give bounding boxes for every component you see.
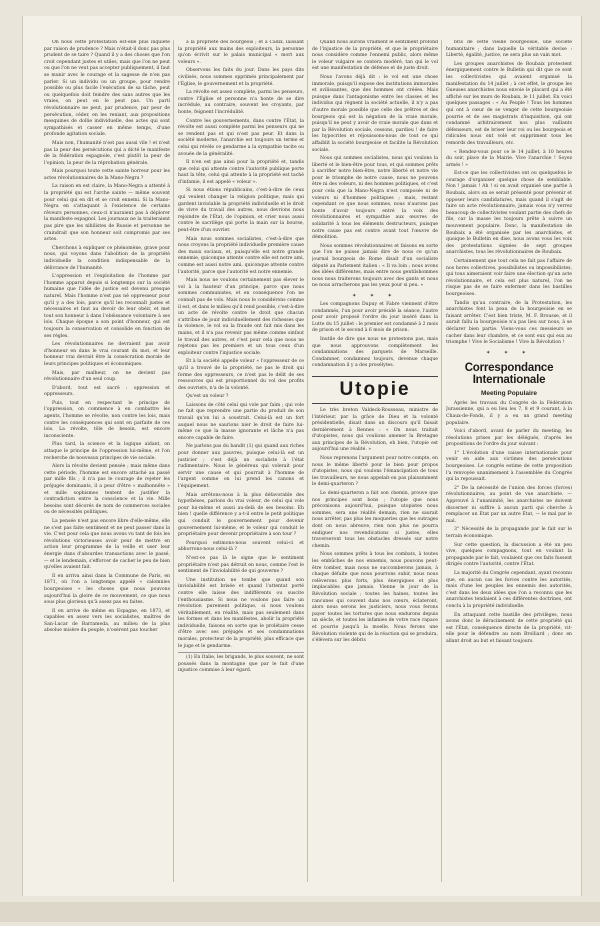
column-2 — [178, 40, 304, 882]
separator: ✶ ✶ ✶ — [486, 349, 532, 356]
subheading-meeting: Meeting Populaire — [481, 389, 537, 397]
paragraph: Il en arriva ainsi dans la Commune de Paris, en 1871, où l'on a longtemps appelé « calomnies bourgeoises » les choses que nous pouvons aujourd'hui la gloire de ce mouvement, ce que nous sous plus glorieux qu'à assez pas eu faites. — [44, 573, 170, 606]
paragraph: Nous sommes révolutionnaires et faisons en sorte que l'on ne puisse jamais dire de nous ce qu'un journal bourgeois de Rome disait d'un socialiste député au Parlement italien : « Il va loin ; nous avons des idées différentes, mais entre nous gentilshommes nous nous traiterons toujours avec des gants et nous ne nous arracherons pas les yeux pour si peu. » — [312, 243, 438, 289]
footnote: (1) En Italie, les brigands, le plus souvent, ne sont poussés dans la montagne que par le fait d'une injustice commise à leur égard. — [178, 652, 304, 675]
paragraph: Laissons de côté celui qui vole par faim ; qui vole ne fait que reprendre une partie du produit de son travail qu'on lui a soustrait. Celui-là est un fort auquel nous ne saurions nier le droit de faire lui-même ce que la masse ignorante et lâche n'a pas encore capable de faire. — [178, 402, 304, 441]
paragraph: Mais nous ne voulons certainement pas élever le vol à la hauteur d'un principe, parce que nous sommes communistes, et en conséquence l'on ne connaît pas de vols. Mais nous le considérons comme il est, et dans le milieu qu'il rend possible, c'est-à-dire un acte de révolte contre le droit que chacun s'attribue de jouir individuellement des richesses que la violence, le vol ou la fraude ont fait mis dans les mains, et il n'a pas revenir pas même comme sinfaut le travail des autres, et c'est pour cela que nous ne rejetons pas les premiers et un tous ceux d'un exploiteur contre l'injustice sociale. — [178, 278, 304, 356]
separator: ✶ ✶ ✶ — [352, 292, 398, 299]
paragraph: Il en arrive de même en Espagne, en 1873, et capables en assez vers les socialistes, maîtres de San-Lucar de Barrameda, au milieu de la plus absolue misère du peuple, n'osèrent pas toucher — [44, 608, 170, 634]
paragraph: Certainement que tout cela ne fait pas l'affaire de nos hores collectives, possibilistes ou impossibilistes, qui tous aimeraient voir faire une élection qu'un acte révolutionnaire, et cela est plus naturel, l'on ne risque pas de se faire enfermer dans les bastilles bourgeoises. — [446, 259, 572, 297]
scan-bottom-edge — [0, 902, 600, 922]
paragraph: Mais, par malheur, on ne devient pas révolutionnaire d'un seul coup. — [44, 370, 170, 383]
paragraph: En attaquant cette bastille des privilèges, nous avons donc le déracinement de cette propriété qui est l'État, conséquence directe de la propriété, vit-elle pour le défendre au nom Brolliard ; donc en allant droit au but et faisant toujours. — [446, 612, 572, 644]
column-2-body — [178, 40, 304, 650]
paragraph: Sur cette question, la discussion a été un peu vive, quelques compagnons, tout en voulant la propagande par le fait, voulaient que ces faits fussent dirigés contre l'autorité, contre l'État. — [446, 542, 572, 568]
paragraph: Plus tard, la science et la logique aidant, on attaque le principe de l'oppression lui-même, et l'on recherche de nouveaux principes de vie sociale. — [44, 442, 170, 461]
paragraph: « Rendez-vous pour ce le 14 juillet, à 10 heures du soir, place de la Mairie. Vive l'anarchie ! Soyez armés ! » — [446, 149, 572, 168]
column-3-body-a — [312, 40, 438, 290]
paragraph: Si nous étions républicains, c'est-à-dire de ceux qui veulent changer la religion politique, mais qui gardent inviolable la propriété individuelle et le droit de vivre du travail des autres, nous devrions nous rejoindre de l'État, de l'opinion, et crier nous aussi contre le sacrilège qui porte la main sur la bourse, peut-être d'un ouvrier. — [178, 188, 304, 234]
paragraph: 1° L'évolution d'une caisse internationale pour venir en aide aux victimes des persécutions bourgeoises. Le congrès estime de cette proposition l'a renvoyée unanimement à l'assemblée du Congrès qui la repoussait. — [446, 450, 572, 483]
paragraph: Nous sommes prêts à tous les combats, à toutes les embûches de nos ennemis, nous pouvons peut-être tomber, mais nous ne succomberons jamais, à chaque défaite que nous pourrons subir, nous nous relèverons plus forts, plus énergiques et plus implacables que jamais. Vienne le jour de la Révolution sociale ; toutes les haines, toutes les rancunes qui couvent dans nos cœurs, éclateront, alors nous serons les justiciers, nous vous ferons payer toutes les tortures que nous endurons depuis un siècle, et toutes les infamies de votre race rapace et pourrie jusqu'à la moelle. Nous ferons une Révolution violente qui de la réaction qui se produira, s'élèvera sur les débris — [312, 552, 438, 644]
paragraph: Et à la société appelle voleur « l'oppresseur de ce qu'il a trouvé de la propriété, ne pas le droit qui forme des oppresseurs, ce n'est pas le délit de ses ressources qui est proportionnel du vol des profits des ouvriers, n'a de la volonté. — [178, 359, 304, 391]
section-heading-correspondance: Correspondance Internationale — [464, 361, 554, 386]
paragraph: La majorité du Congrès cependant, ayant reconnu que, en aucun cas les forces contre les autorités, mais d'une les peuples les ennemis des autorités, c'est dans les deux idées que l'on a reconnu que les anarchistes tendaient à ces différentes doctrines, ont conclu à la propriété individuelle. — [446, 570, 572, 609]
paragraph: N'est-ce pas là le signe que le sentiment propriétaire n'est pas détruit en nous, comme l'est le sentiment de l'inviolabilité de qui gouverne ? — [178, 555, 304, 575]
paragraph: Alors la révolte devient pensée ; mais même dans cette période, l'homme est encore attaché au passé par mille fils ; il n'a pas le courage de rejeter les préjugés dominants, il a peur d'être « malhonnête » et mille sophismes tentent de justifier la contradiction entre la conscience et la vie. Mille besoins sont décorés de nom de commerces sociales ou de nécessités politiques. — [44, 464, 170, 516]
column-3-body-b — [312, 302, 438, 370]
column-rule — [173, 40, 174, 882]
paragraph: Est-ce que les collectivistes ont ou quelquefois le courage d'organiser quelque chose de semblable. Non ! jamais ! Ah ! si on avait organisé une partie à Roubaix, alors on se serait présenté pour prévenir et opposer leurs candidatures, mais quand il s'agit de faire un acte révolutionnaire, jamais vous n'y verrez beaucoup de collectivistes voulant partie des chefs de file, car la masse les toujours prête à suivre un mouvement populaire. Donc, la manifestation de Roubaix a été organisée par les anarchistes, et quoique le Bulletin en dise, nous avons vous les voix des protestations signées de sept groupes anarchistes, tous les révolutionnaires de Roubaix. — [446, 171, 572, 256]
paragraph: La raison en est claire, la Mano-Negra a attenté à la propriété qui est l'arche sainte — même souvent pour celui qui en dit et se croit ennemi. Si la Mano-Negra en s'attaquant à l'existence de certains rêveurs personnes, ceux-ci n'auraient pas à déplorer la manifeste espagnol. Les journaux ne la traiteraient pas pire que les nihilistes de Russie et personne ne craindrait que son honneur soit compromis par ses actes. — [44, 184, 170, 243]
paragraph: Tandis qu'au contraire, de la Protestation, les anarchistes font la peau de la bourgeoisie en se faisant arrêter. C'est bien triste, M. F. Brousse, et il aurait fallu la bourgeoisie n'a pas lieu sur nous, à se déclarer bien partie. Viens-vous ces messieurs se cacher dans leur chambre, et ce sont eux qui eux au triomphe ! Vive le Socialisme ! Vive la Révolution ! — [446, 300, 572, 346]
paragraph: Le très breton Valdeck-Rousseau, ministre de l'intérieur, par la grâce de Dieu et la volonté présidentielle, disait dans un discours qu'il faisait dernièrement à Rennes : « On nous traitait d'utopistes, nous qui voulions amener la Bretagne aux principes de la Révolution, eh bien, l'utopie est aujourd'hui une réalité. » — [312, 407, 438, 453]
paragraph: L'oppression et l'exploitation de l'homme par l'homme apparut depuis si longtemps sur la société humaine que l'idée de justice est devenu presque naturel. Mais l'homme n'est pas né oppresseur pour qu'il y a des lois, parce qu'il les reconnaît justes et nécessaires et faut au devoir de leur obéir, et met tout son honneur à dans l'obéissance volontaire à ses lois. Chaque époque a son point d'honneur, qui est toujours la conservation et consolide en fonction de ses règles. — [44, 274, 170, 339]
column-rule — [441, 40, 442, 882]
paragraph: Quand nous aurons vraiment le sentiment profond de l'injustice de la propriété, et que le propriétaire nous considère comme l'ennemi public, alors même le voleur vulgaire se contera modéré, tan qui le vol est une manifestation de défense et de juste droit. — [312, 40, 438, 72]
paragraph: Les révolutionnaires ne devraient pas avoir d'honneur en dans le vrai courant du mot, et leur honneur vrai devrait être la consécration morale de leurs principes politiques et économiques. — [44, 342, 170, 367]
paragraph: La révolte est assez complète, parmi les penseurs, contre l'Église et personne n'a honte de se dire incrédule, au contraire, souvent les croyants, par honte, feignent l'incrédulité. — [178, 90, 304, 115]
paragraph: Mais arrêtons-nous à la plus défavorable des hypothèses, parlons du vrai voleur, de celui qui vole pour lui-même et aussi au-delà de ses besoins. Eh bien ! quelle différence y a-t-il entre le petit politique qui conduit le gouvernement pour devenir gouvernement lui-même, et le voleur qui conduit le propriétaire pour devenir propriétaire à son tour ? — [178, 492, 304, 538]
paragraph: Puis, tout en respectant le principe de l'oppression, on commence à en combattre les agents, l'homme se révolte, non contre les lois, mais contre les conséquences qui sont en parfaite de ces lois. La révolte, tôle de besoin, est encore inconsciente. — [44, 400, 170, 439]
paragraph: Inutile de dire que nous ne protestons pas, mais que nous approuvons complètement les condamnations des parquets de Marseille. Condamner, condamnez toujours, devenue chaque condamnation il y a des prosélytes. — [312, 336, 438, 369]
article-heading-utopie: Utopie — [312, 376, 438, 404]
paragraph: Cherchons à expliquer ce phénomène, grave pour nous, qui voyons dans l'abolition de la propriété individuelle la condition indispensable de la délivrance de l'humanité. — [44, 245, 170, 271]
column-4-body-2 — [446, 401, 572, 646]
paragraph: Les groupes anarchistes de Roubaix protestent énergiquement contre le Bulletin qui dit que ce sont les collectivistes qui avaient organisé la manifestation du 14 juillet ; à cet effet, le groupe les Gueuses anarchistes nous envoie le placard qui a été affiché sur les murs de Roubaix, le 11 juillet. En voici quelques passages : « Au Peuple ! Tous les hommes qui ont à cœur de se venger de cette bourgeoisie pourrie et de ses magistrats d'inquisition, qui ont condamné arbitrairement nos plus vaillants défenseurs, est de briser leur roi ou les bourgeois et ridicules nous ont volé et suppriment tous les remords des travailleurs, etc. — [446, 61, 572, 146]
paragraph: Qu'est un voleur ? — [186, 394, 229, 400]
paragraph: Nous qui sommes socialistes, nous qui voulons la liberté et le bien-être pour tous, et qui sommes prêts à sacrifier notre bien-être, notre liberté et notre vie pour le triomphe de notre cause, nous ne pouvons être ni des voleurs, ni des hommes politiques, et c'est pour cela que la Mano-Negra n'est composée ni de voleurs ni d'hommes politiques ; mais, restant cependant ce que nous sommes, nous n'aurons pas honte d'avoir toujours entré la voix des révolutionnaires et sympathie aux œuvres de solidarité à tous les éléments destructeurs, puisque notre cause pas est contre avant tout l'œuvre de démolition. — [312, 156, 438, 241]
paragraph: Les compagnons Dupuy et Fabre viennent d'être condamnés, l'un pour avoir présidé la séance, l'autre pour avoir proposé l'ordre du jour inséré dans la Lutte du 15 juillet : le premier est condamné à 2 mois de prison et le second à 6 mois de prison. — [312, 301, 438, 334]
paragraph: bris de cette vieille bourgeoisie, une société humanitaire ; dans laquelle la véritable devise : Liberté, égalité, justice, ne sera plus un vain mot. — [446, 40, 572, 59]
paragraph: 2° De la nécessité de l'union des forces (forces) révolutionnaires, au point de vue anarchiste. — Approuvé à l'unanimité, les anarchistes ne doivent discerner ni suffire à aucun parti qui cherche à remplacer un État par un autre État, — le mal par le mal. — [446, 485, 572, 524]
paragraph: à la propriété des bourgeois ; et à Cadix, laissant la propriété aux mains des exploiteurs, la personne qu'on écrivit sur le palais municipal « mort aux voleurs ». — [178, 40, 304, 65]
paragraph: Contre les gouvernements, dans contre l'État, la révolte est aussi complète parmi les penseurs qui ne se rendent pas et qui n'est pas peur. Et dans la société moderne, l'anarchie est toujours un terme et celui qui révèle ce gendarme a la sympathie tacite ou avouée de la généralité. — [178, 118, 304, 157]
paragraph: Le demi-quarteron a fait son chemin, prouve que nos principes sont bons ; l'utopie que nous préconisons aujourd'hui, puisque utopistes nous sommes, sera une réalité demain, rien ne saurait nous arrêter, pas plus les moqueries que les outrages dont on nous abreuve, rien non plus ne pourra endiguer nos revendications si justes, elles traverseront tous les obstacles dressés sur notre chemin. — [312, 491, 438, 549]
paragraph: Il n'en est pas ainsi pour la propriété et, tandis que celui qui attente contre l'autorité publique porte haut la tête, celui qui attente à la propriété est taché d'infamie, il est appelé « voleur ». — [178, 160, 304, 185]
paragraph: Pourquoi estimons-nous souvent celui-ci et abhorrons-nous celui-là ? — [178, 540, 304, 553]
paragraph: Voici d'abord, avant de parler du meeting, les résolutions prises par les délégués, d'après les propositions de l'ordre du jour suivant : — [446, 429, 572, 448]
paragraph: Nous l'avons déjà dit : le vol est une chose immorale, puisqu'il expose des institutions immorales et avilissantes, que des hommes ont créées. Mais puisque dans l'antagonisme entre les classes et les individus qui règnent la société actuelle, il n'y a pas d'autre morale possible que celle des prêtres et des bourgeois qui est la négation de la vraie morale, puisqu'il ne peut y avoir de vraie morale que dans et par la Révolution sociale, cessons, pardieu ! de faire les hypocrites et réjouissons-nous de tout ce qui affaiblit la société bourgeoise et facilite la Révolution sociale. — [312, 74, 438, 153]
paragraph: Mais non, l'humanité n'est pas aussi vile ! et n'est pas la peur des persécutions qui a dicté le manifeste de la fédération espagnole, c'est plutôt la peur de l'opinion, la peur de la réprobation générale. — [44, 140, 170, 166]
column-4-body — [446, 40, 572, 347]
column-3-body-c — [312, 408, 438, 645]
paragraph: Après les travaux du Congrès de la Fédération Jurassienne, qui a eu lieu les 7, 8 et 9 courant, à la Chaux-de-Fonds, il y a eu un grand meeting populaire. — [446, 400, 572, 426]
paragraph: 3° Nécessité de la propagande par le fait sur le terrain économique. — [446, 527, 572, 539]
column-1 — [44, 40, 170, 882]
paragraph: Une institution ne tombe que quand son inviolabilité est brisée et quand l'attentat porté contre elle laisse des indifférents ou suscite l'enthousiasme. Si nous ne voulons pas faire un révolution purement politique, si nous voulons véritablement, en réalité, mais pas seulement dans les formes et dans les manifestes, abolir la propriété individuelle, faisons en sorte que le prolétaire cesse d'être avec ses préjugés et ses condamnations morales, protecteur de la propriété, plus efficace que le juge et le gendarme. — [178, 577, 304, 649]
paragraph: On nous cette protestation est-elle plus inquiète par raison de prudence ? Mais n'était-il donc pas plus prudent de se taire ? Quand il y a des choses que l'on croit cependant justes et utiles, mais que l'on ne peut ou que l'on ne veut pas accepter publiquement, il faut se munir avec le courage et la sagesse de n'en pas parler. Si un individu ou un groupe, pour rendre possible ou plus facile l'exécution de sa tâche, peut ou quelquefois doit feindre des sans autres que les vraies, on peut en le peut pas. Un parti révolutionnaire ne peut, par prudence, par peur de persécution, céder, en les reniant, aux propositions mesquines de dollie individuelle, des actes qui sont sympathisés et casser en même temps, d'une profonde agitation sociale. — [44, 40, 170, 138]
column-4 — [446, 40, 572, 882]
paragraph: Ne parlons pas du bandit (1) qui quand aux riches pour donner aux pauvres, puisque celui-là est un justicier ; c'est déjà un socialiste à l'état rudimentaire. Nous le généreux qui volerait pour servir une cause et qui pourrait à l'homme de l'argent comme on lui prend les canons et l'équipement. — [178, 444, 304, 489]
column-3 — [312, 40, 438, 882]
paragraph: Nous reprenons l'argument pour notre compte, en nous le même liberté pour le bien pour propos d'utopistes, nous qui voulons l'émancipation de tous les travailleurs, ne nous appelait-on pas plaisamment le demi-quarteron ? — [312, 456, 438, 488]
column-rule — [307, 40, 308, 882]
paragraph: Mais pourquoi toute cette sainte horreur pour les actes révolutionnaires de la Mano-Negra ? — [44, 169, 170, 181]
paragraph: La pensée n'est pas encore libre d'elle-même, elle ne s'est pas faite sentiment et ne peut passer dans la vie. C'est pour cela que nous avons vu tant de fois les révolutions victorieuses avoir peur de mettre en action leur programme de la veille et user leur énergie dans d'absurdes transactions avec le passé, — et le lendemain, s'efforcer de cacher le peu de bien qu'elles avaient fait. — [44, 518, 170, 571]
paragraph: D'abord, tout est sacré : oppression et oppresseurs. — [44, 385, 170, 398]
paragraph: Mais nous sommes socialistes, c'est-à-dire que nous croyons la propriété individuelle première cause des maux sociaux, et, puisqu'elle est notre grande ennemie, quiconque attente contre elle est notre ami, comme est aussi notre ami, quiconque attente contre l'autorité, parce que l'autorité est notre ennemie. — [178, 236, 304, 275]
paragraph: Observons les faits du jour. Dans les pays dits civilisés, nous sommes opprimés principalement par l'Église, le gouvernement et la propriété. — [178, 68, 304, 87]
column-1-body — [44, 40, 170, 635]
